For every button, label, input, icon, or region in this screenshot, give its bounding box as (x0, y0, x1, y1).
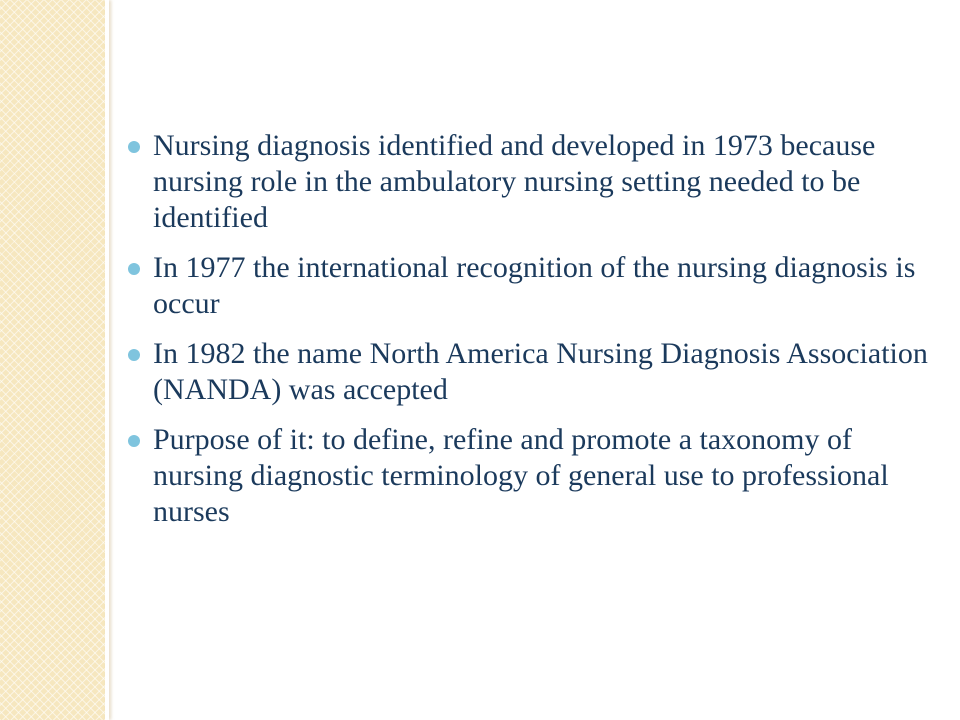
bullet-text: In 1977 the international recognition of the nursing diagnosis is occur (153, 251, 916, 320)
bullet-text: In 1982 the name North America Nursing Diagnosis Association (NANDA) was accepted (153, 337, 928, 406)
bullet-dot-icon (128, 141, 140, 153)
bullet-text: Purpose of it: to define, refine and promote a taxonomy of nursing diagnostic terminology of general use to professional nurses (153, 423, 889, 528)
decorative-side-band (0, 0, 105, 720)
bullet-item (128, 336, 928, 408)
bullet-dot-icon (128, 263, 140, 275)
bullet-text: Nursing diagnosis identified and developed in 1973 because nursing role in the ambulatory nursing setting needed to be identified (153, 129, 876, 234)
bullet-item (128, 250, 928, 322)
bullet-item (128, 128, 928, 236)
bullet-list (128, 128, 928, 544)
bullet-item (128, 422, 928, 530)
bullet-dot-icon (128, 349, 140, 361)
bullet-dot-icon (128, 435, 140, 447)
side-band-edge (105, 0, 109, 720)
